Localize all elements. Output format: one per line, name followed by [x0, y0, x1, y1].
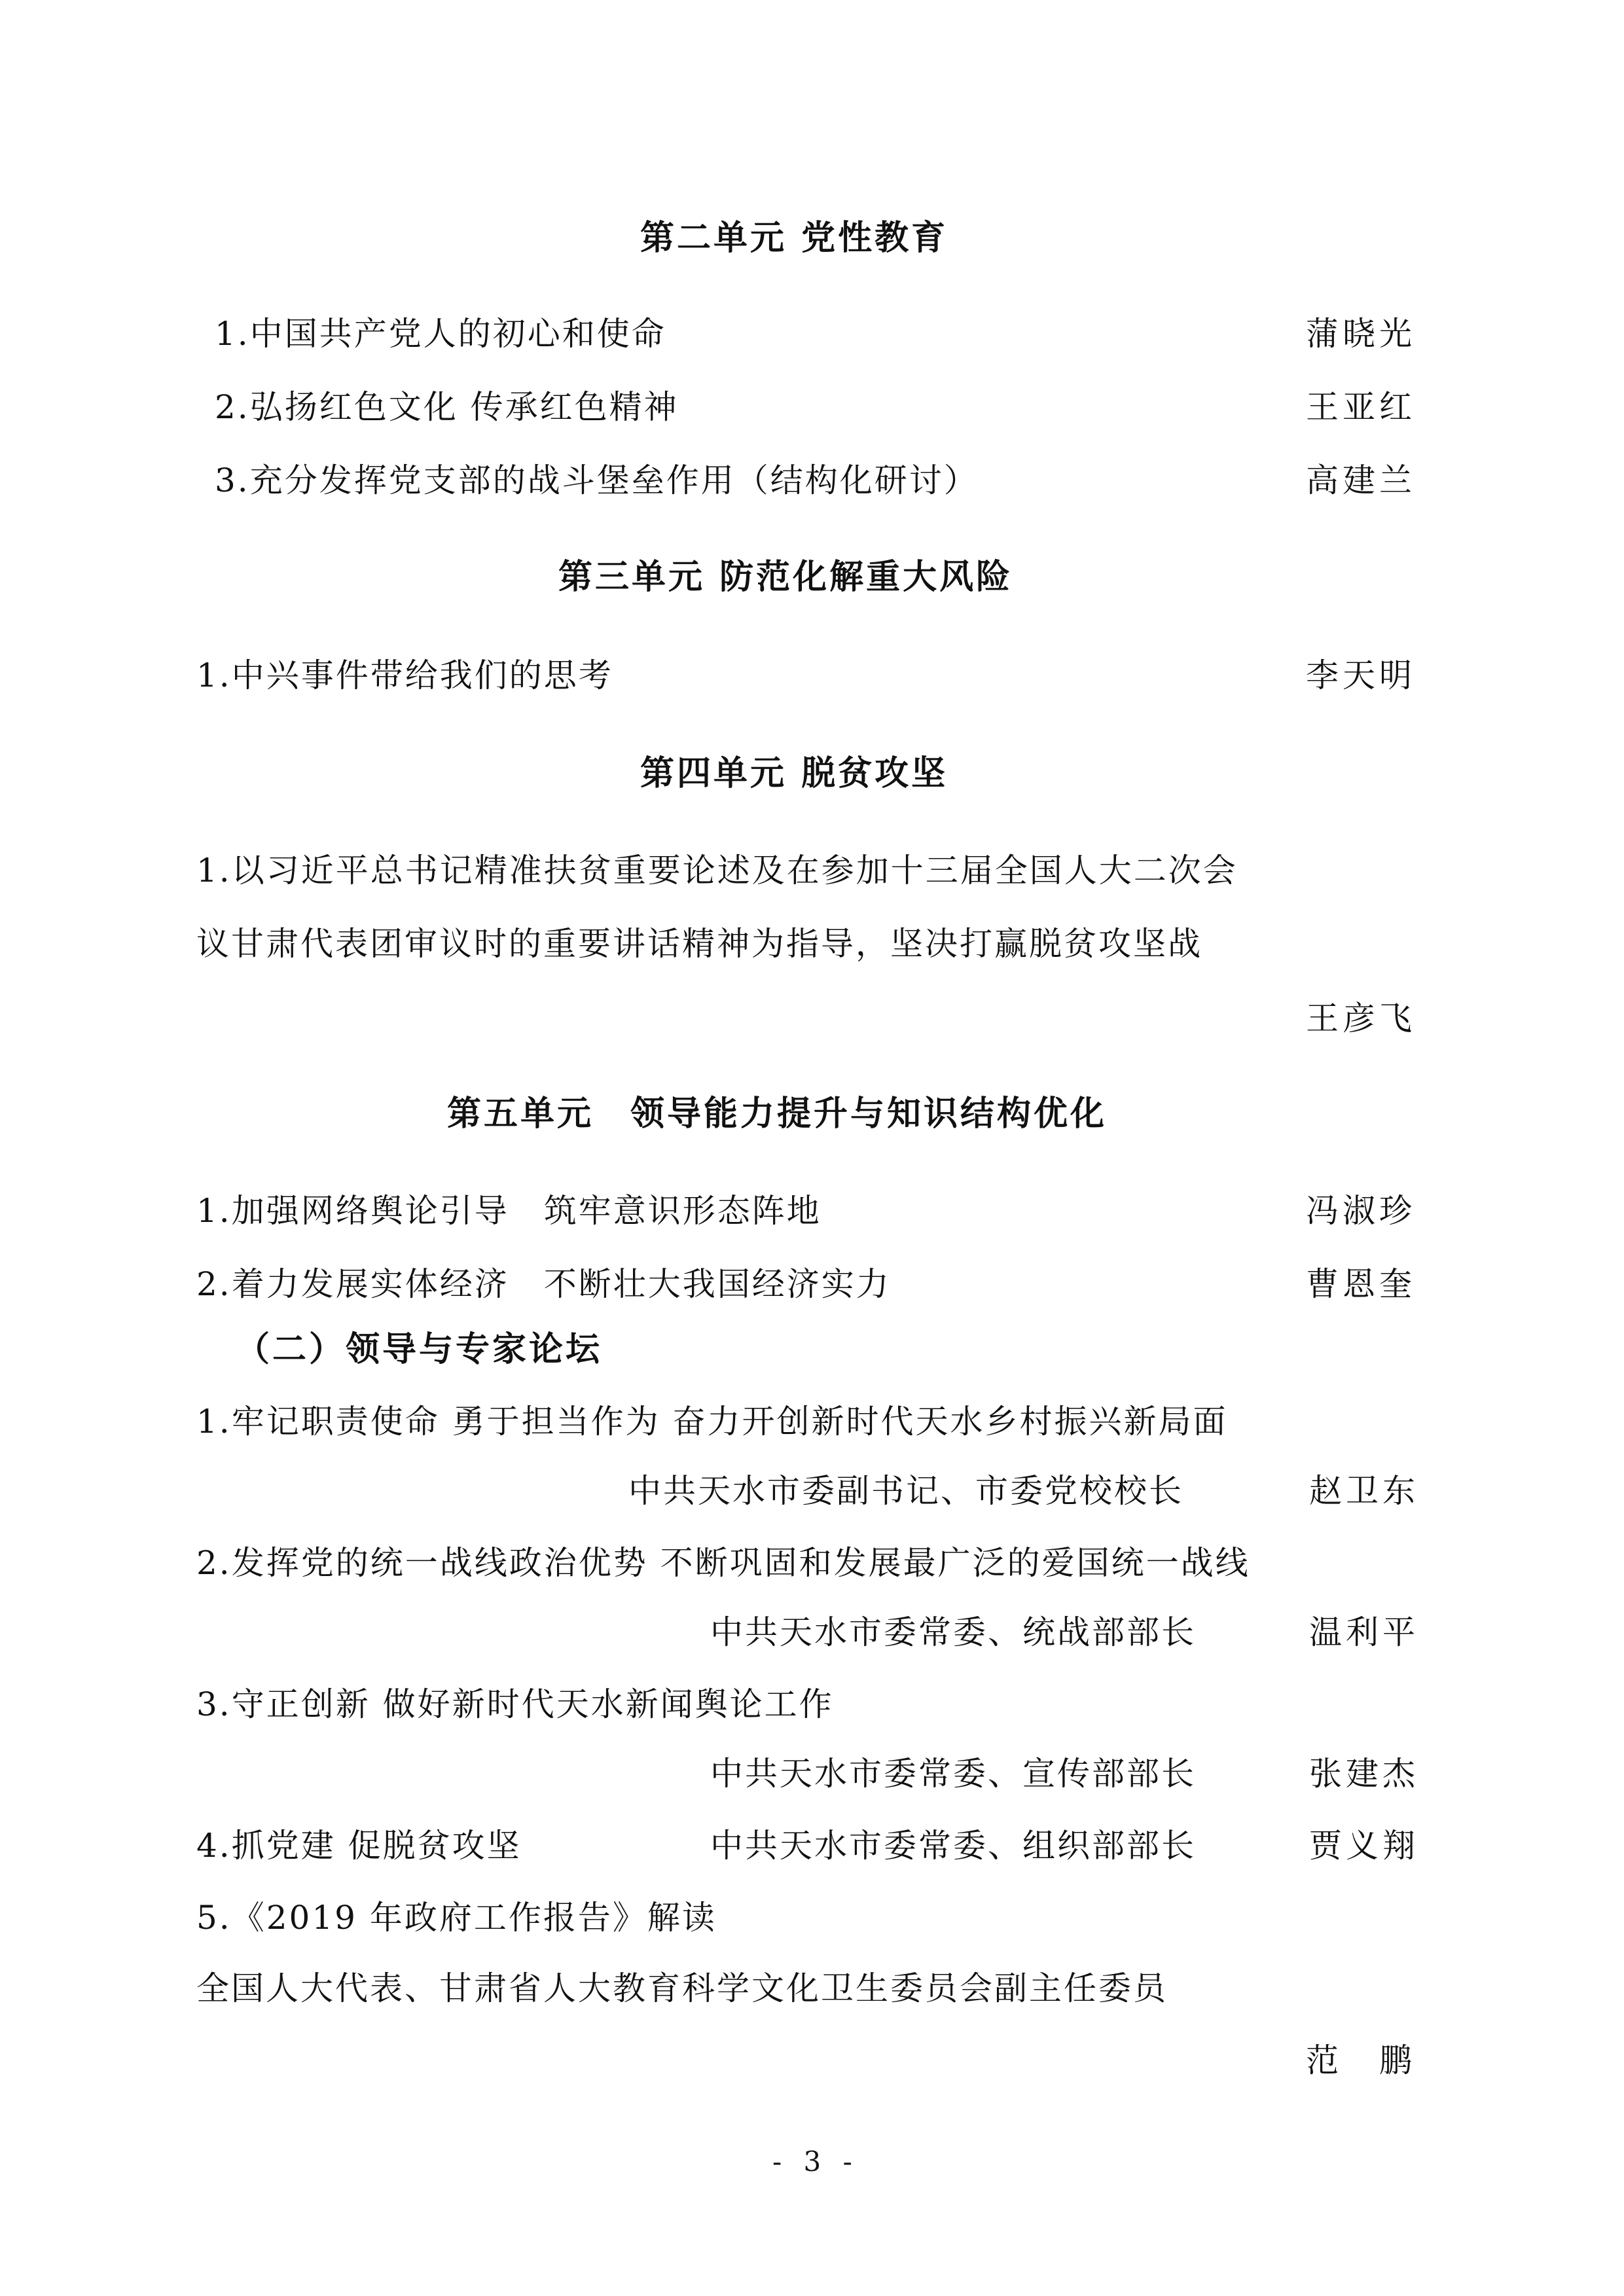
- unit5-item-2-speaker: 曹恩奎: [1306, 1265, 1416, 1303]
- forum-item-5-speaker: 范 鹏: [1306, 2041, 1416, 2079]
- unit2-item-3-speaker: 高建兰: [1306, 461, 1416, 499]
- forum-item-1-title: 1.牢记职责使命 勇于担当作为 奋力开创新时代天水乡村振兴新局面: [196, 1403, 1228, 1441]
- forum-item-3-title: 3.守正创新 做好新时代天水新闻舆论工作: [196, 1685, 834, 1723]
- unit5-item-1-title: 1.加强网络舆论引导 筑牢意识形态阵地: [196, 1192, 821, 1230]
- unit4-item-line2: 议甘肃代表团审议时的重要讲话精神为指导，坚决打赢脱贫攻坚战: [196, 925, 1202, 963]
- forum-item-4-role: 中共天水市委常委、组织部部长: [710, 1827, 1196, 1865]
- unit3-item-1-speaker: 李天明: [1306, 656, 1416, 694]
- unit2-item-1-speaker: 蒲晓光: [1306, 315, 1416, 353]
- unit2-heading: 第二单元 党性教育: [640, 218, 948, 258]
- unit3-item-1-title: 1.中兴事件带给我们的思考: [196, 656, 613, 694]
- forum-item-2-title: 2.发挥党的统一战线政治优势 不断巩固和发展最广泛的爱国统一战线: [196, 1544, 1250, 1582]
- forum-item-4-speaker: 贾义翔: [1309, 1827, 1419, 1865]
- unit4-item-line1: 1.以习近平总书记精准扶贫重要论述及在参加十三届全国人大二次会: [196, 852, 1238, 889]
- unit5-item-1-speaker: 冯淑珍: [1306, 1192, 1416, 1230]
- unit5-item-2-title: 2.着力发展实体经济 不断壮大我国经济实力: [196, 1265, 891, 1303]
- forum-item-5-title: 5.《2019 年政府工作报告》解读: [196, 1899, 717, 1937]
- forum-item-5-role: 全国人大代表、甘肃省人大教育科学文化卫生委员会副主任委员: [196, 1969, 1168, 2007]
- forum-heading: （二）领导与专家论坛: [236, 1329, 603, 1369]
- page-number: - 3 -: [772, 2145, 859, 2178]
- unit5-heading: 第五单元 领导能力提升与知识结构优化: [447, 1094, 1108, 1134]
- unit2-item-1-title: 1.中国共产党人的初心和使命: [215, 315, 666, 353]
- unit2-item-2-speaker: 王亚红: [1306, 388, 1416, 426]
- forum-item-4-title: 4.抓党建 促脱贫攻坚: [196, 1827, 522, 1865]
- unit4-item-speaker: 王彦飞: [1306, 999, 1416, 1037]
- forum-item-2-role: 中共天水市委常委、统战部部长: [710, 1613, 1196, 1651]
- forum-item-2-speaker: 温利平: [1309, 1613, 1419, 1651]
- forum-item-1-role: 中共天水市委副书记、市委党校校长: [628, 1472, 1183, 1510]
- forum-item-3-speaker: 张建杰: [1309, 1755, 1419, 1793]
- forum-item-1-speaker: 赵卫东: [1309, 1472, 1419, 1510]
- unit4-heading: 第四单元 脱贫攻坚: [640, 753, 948, 793]
- unit3-heading: 第三单元 防范化解重大风险: [558, 557, 1013, 597]
- unit2-item-3-title: 3.充分发挥党支部的战斗堡垒作用（结构化研讨）: [215, 461, 979, 499]
- unit2-item-2-title: 2.弘扬红色文化 传承红色精神: [215, 388, 679, 426]
- forum-item-3-role: 中共天水市委常委、宣传部部长: [710, 1755, 1196, 1793]
